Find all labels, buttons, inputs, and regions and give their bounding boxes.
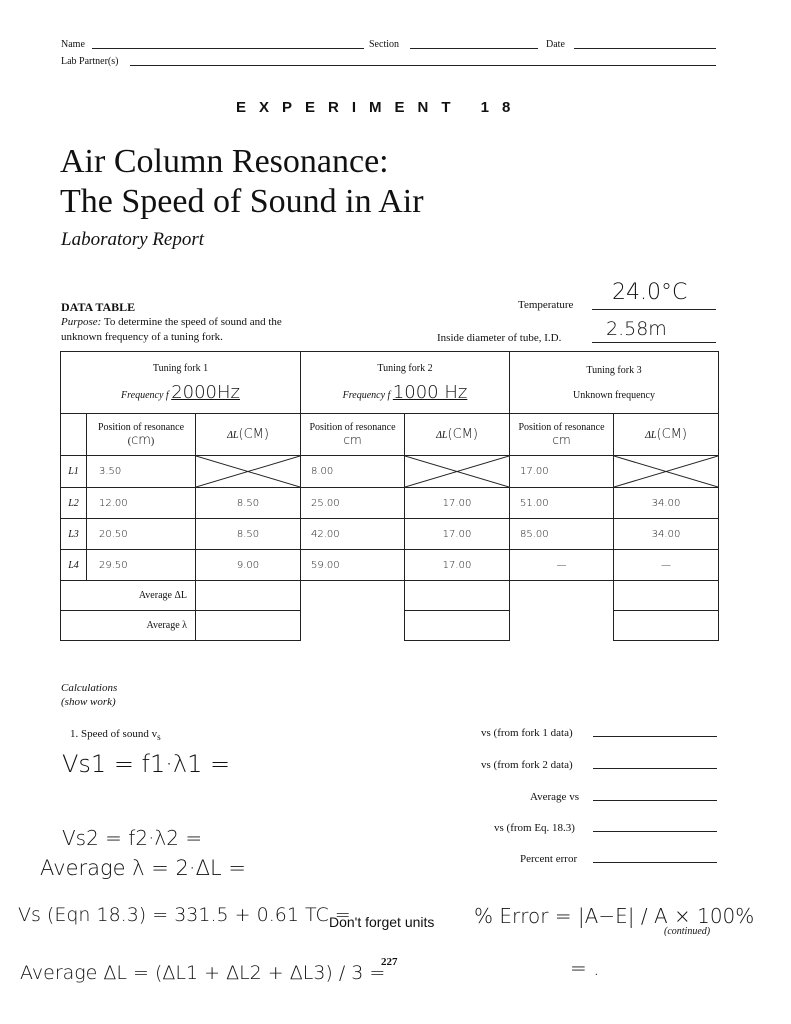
result-eqn-label: vs (from Eq. 18.3) [494, 822, 575, 834]
temperature-value: 24.0°C [612, 280, 688, 305]
handwritten-avg-dl: Average ΔL = (ΔL1 + ΔL2 + ΔL3) / 3 = [20, 962, 386, 984]
fork1-position-cell[interactable]: 29.50 [87, 550, 196, 581]
handwritten-vs2: Vs2 = f2·λ2 = [62, 826, 203, 850]
col-position-label: Position of resonance [309, 422, 396, 433]
table-row [61, 519, 719, 550]
spacer-cell [510, 611, 614, 641]
fork2-delta-cell[interactable]: 17.00 [405, 519, 510, 550]
fork2-position-cell[interactable]: 42.00 [301, 519, 405, 550]
fork2-header [301, 352, 510, 414]
row-label: L3 [68, 528, 79, 540]
fork3-position-header [510, 414, 614, 456]
delta-unit-label: (CM) [656, 427, 687, 442]
col-position-label: Position of resonance [518, 422, 605, 433]
fork3-position-cell[interactable]: 17.00 [510, 456, 614, 488]
partner-label: Lab Partner(s) [61, 56, 119, 67]
name-label: Name [61, 39, 85, 50]
name-field-line[interactable] [92, 48, 364, 49]
table-row [61, 550, 719, 581]
fork3-position-cell[interactable]: 51.00 [510, 488, 614, 519]
fork3-delta-cell[interactable]: — [614, 550, 719, 581]
col-position-label: Position of resonance [97, 421, 185, 433]
fork1-avg-dl-cell[interactable] [196, 581, 301, 611]
fork1-title: Tuning fork 1 [152, 362, 209, 374]
spacer-cell [301, 581, 405, 611]
result-average-label: Average vs [530, 791, 579, 803]
fork1-avg-lambda-cell[interactable] [196, 611, 301, 641]
handwritten-vs1: Vs1 = f1·λ1 = [62, 750, 231, 778]
fork2-position-header [301, 414, 405, 456]
fork3-position-cell[interactable]: 85.00 [510, 519, 614, 550]
col-unit-label: cm [131, 432, 151, 448]
cross-out-icon [405, 456, 509, 487]
fork3-avg-lambda-cell[interactable] [614, 611, 719, 641]
result-eqn-field[interactable] [593, 831, 717, 832]
purpose-label: Purpose: [61, 316, 102, 328]
date-field-line[interactable] [574, 48, 716, 49]
purpose-line2: unknown frequency of a tuning fork. [61, 331, 223, 343]
delta-unit-label: (CM) [238, 427, 269, 442]
page-number: 227 [381, 956, 398, 968]
row-label: L4 [68, 559, 79, 571]
spacer-cell [301, 611, 405, 641]
fork2-delta-header [405, 414, 510, 456]
fork1-header [61, 352, 301, 414]
fork3-header [510, 352, 719, 414]
fork1-delta-cell[interactable]: 8.50 [196, 488, 301, 519]
fork1-position-header: Position of resonance (cm) [87, 414, 196, 456]
section-label: Section [369, 39, 399, 50]
diameter-label: Inside diameter of tube, I.D. [437, 332, 562, 344]
item1-sub: s [157, 732, 161, 743]
fork1-position-cell[interactable]: 12.00 [87, 488, 196, 519]
fork2-freq-label: Frequency f [342, 389, 391, 401]
fork2-delta-cell[interactable]: 17.00 [405, 488, 510, 519]
fork1-delta-cell[interactable]: 9.00 [196, 550, 301, 581]
calculations-subheading: (show work) [61, 696, 116, 708]
avg-lambda-text: Average λ [146, 620, 187, 631]
diameter-field-line[interactable] [592, 342, 716, 343]
dont-forget-units: Don't forget units [329, 914, 435, 930]
calculations-heading: Calculations [61, 682, 118, 694]
fork2-position-cell[interactable]: 8.00 [301, 456, 405, 488]
delta-unit-label: (CM) [447, 427, 478, 442]
result-average-field[interactable] [593, 800, 717, 801]
temperature-field-line[interactable] [592, 309, 716, 310]
fork2-avg-lambda-cell[interactable] [405, 611, 510, 641]
avg-lambda-label [61, 611, 196, 641]
fork1-position-cell[interactable]: 3.50 [87, 456, 196, 488]
cross-out-icon [196, 456, 300, 487]
result-percent-error-label: Percent error [520, 853, 578, 865]
avg-dl-label [61, 581, 196, 611]
result-fork2-label: vs (from fork 2 data) [481, 759, 573, 771]
fork2-position-cell[interactable]: 59.00 [301, 550, 405, 581]
crossed-cell [614, 456, 719, 488]
diameter-value: 2.58m [606, 318, 667, 340]
fork3-freq-label: Unknown frequency [573, 389, 655, 401]
handwritten-equals: = . [570, 956, 600, 980]
handwritten-avg-lambda: Average λ = 2·ΔL = [40, 856, 246, 880]
partner-field-line[interactable] [130, 65, 716, 66]
row-label-header [61, 414, 87, 456]
purpose-line1: To determine the speed of sound and the [103, 316, 282, 328]
fork2-delta-cell[interactable]: 17.00 [405, 550, 510, 581]
fork3-avg-dl-cell[interactable] [614, 581, 719, 611]
date-label: Date [546, 39, 565, 50]
crossed-cell [405, 456, 510, 488]
col-unit-label: cm [552, 433, 571, 447]
fork3-delta-cell[interactable]: 34.00 [614, 519, 719, 550]
item1-text: 1. Speed of sound v [70, 728, 158, 740]
data-table-heading: DATA TABLE [61, 300, 136, 314]
fork1-freq-label: Frequency f [121, 389, 169, 401]
col-delta-label: ΔL [436, 430, 448, 441]
fork3-position-cell[interactable]: — [510, 550, 614, 581]
fork1-freq-value: 2000Hz [171, 381, 240, 403]
result-fork1-field[interactable] [593, 736, 717, 737]
fork1-position-cell[interactable]: 20.50 [87, 519, 196, 550]
handwritten-vs-eqn: Vs (Eqn 18.3) = 331.5 + 0.61 TC = [18, 904, 351, 926]
page-title-line2: The Speed of Sound in Air [60, 183, 424, 220]
cross-out-icon [614, 456, 718, 487]
table-row [61, 456, 719, 488]
fork2-avg-dl-cell[interactable] [405, 581, 510, 611]
result-fork2-field[interactable] [593, 768, 717, 769]
col-delta-label: ΔL [227, 430, 239, 441]
handwritten-percent-error: % Error = |A−E| / A × 100% [474, 904, 755, 928]
col-delta-label: ΔL [645, 430, 657, 441]
fork3-delta-cell[interactable]: 34.00 [614, 488, 719, 519]
page-title-line1: Air Column Resonance: [60, 143, 389, 180]
page-subtitle: Laboratory Report [61, 229, 205, 250]
data-table [60, 351, 719, 641]
row-label: L1 [68, 466, 79, 477]
purpose-text [61, 315, 282, 345]
fork2-position-cell[interactable]: 25.00 [301, 488, 405, 519]
result-fork1-label: vs (from fork 1 data) [481, 727, 573, 739]
col-unit-label: cm [343, 433, 362, 447]
spacer-cell [510, 581, 614, 611]
fork2-title: Tuning fork 2 [377, 362, 433, 374]
fork1-delta-header [196, 414, 301, 456]
avg-dl-text: Average ΔL [138, 590, 187, 601]
speed-of-sound-item [70, 728, 161, 742]
fork1-delta-cell[interactable]: 8.50 [196, 519, 301, 550]
section-field-line[interactable] [410, 48, 538, 49]
row-label: L2 [68, 497, 79, 509]
crossed-cell [196, 456, 301, 488]
experiment-number: EXPERIMENT 18 [236, 99, 524, 116]
fork3-title: Tuning fork 3 [586, 364, 642, 376]
temperature-label: Temperature [518, 299, 574, 311]
continued-note: (continued) [664, 926, 711, 937]
fork2-freq-value: 1000 Hz [392, 381, 468, 403]
fork3-delta-header [614, 414, 719, 456]
table-row [61, 488, 719, 519]
result-percent-error-field[interactable] [593, 862, 717, 863]
